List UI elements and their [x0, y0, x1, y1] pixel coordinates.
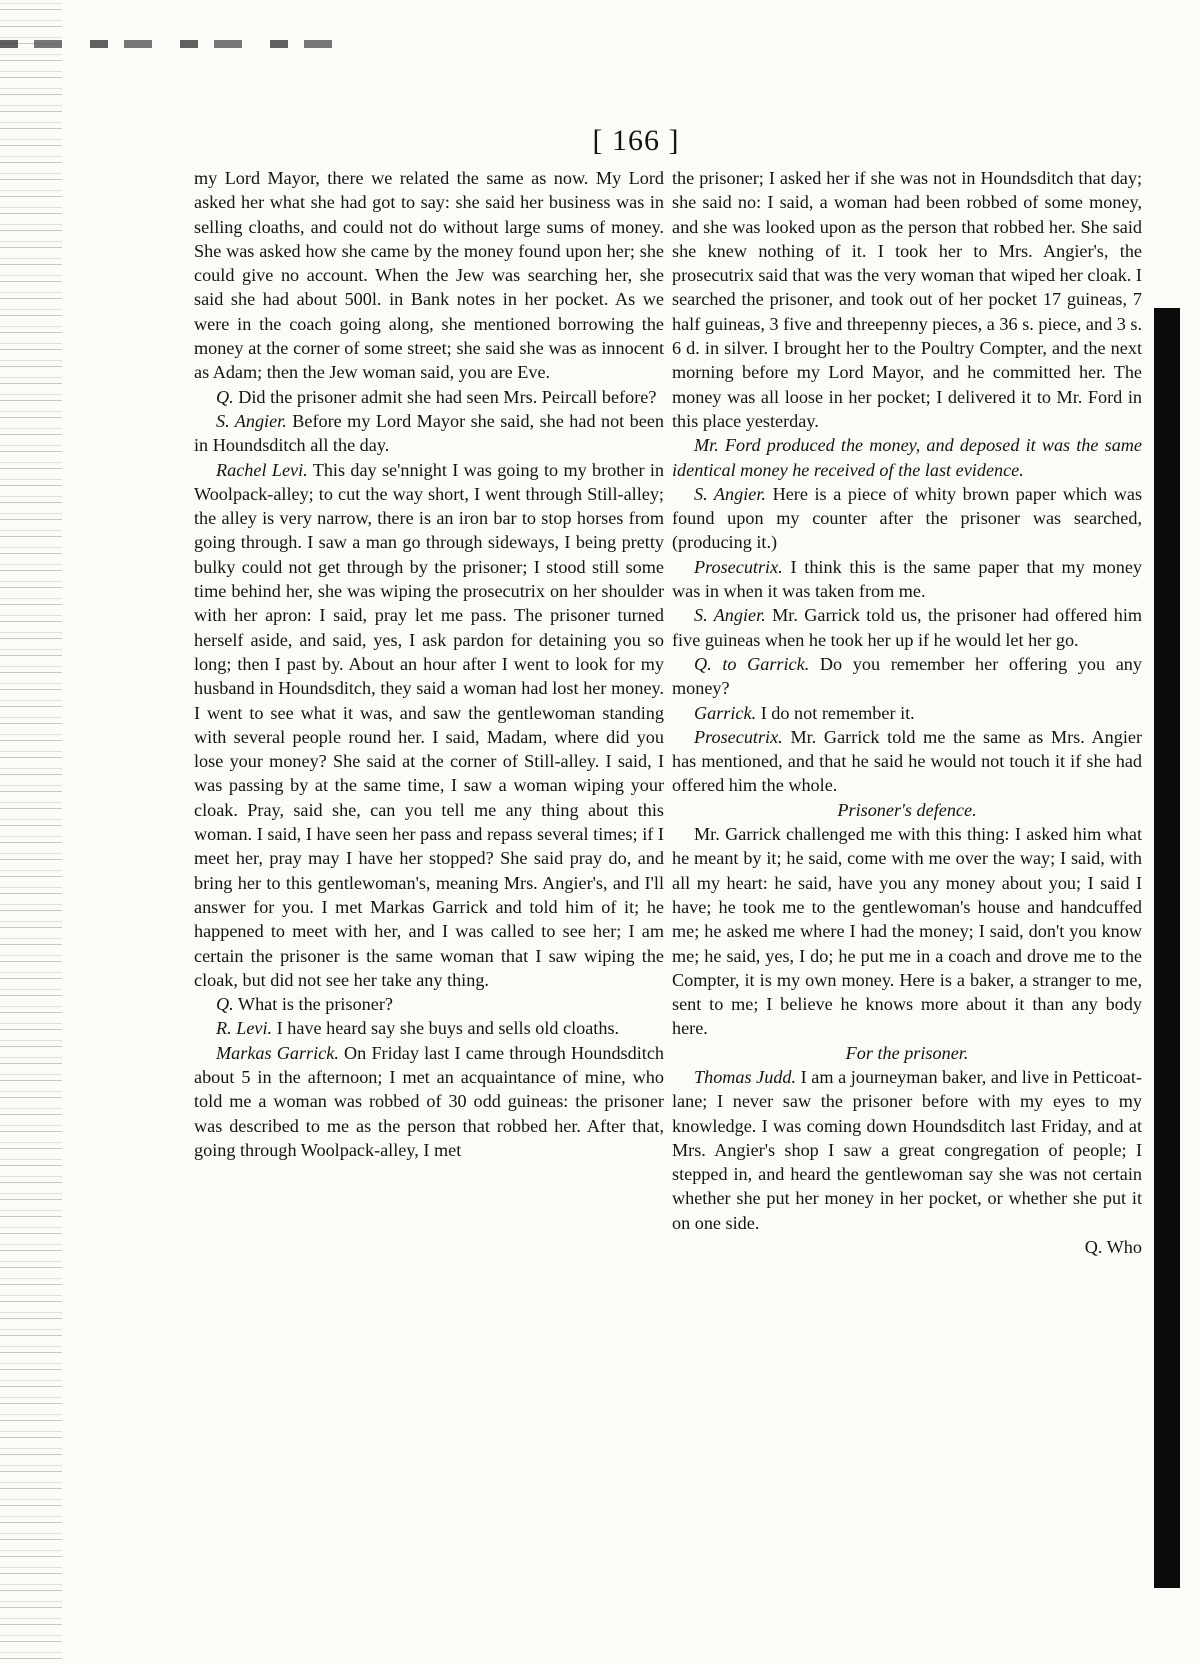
- speaker-label: S. Angier.: [694, 605, 766, 626]
- left-column: [194, 166, 664, 1162]
- paragraph: [194, 1016, 664, 1040]
- speaker-label: Markas Garrick.: [216, 1042, 339, 1063]
- paragraph-text: Here is a piece of whity brown paper which was found upon my counter after the prisoner was searched, (producing it.): [672, 483, 1143, 553]
- paragraph-text: On Friday last I came through Houndsditch about 5 in the afternoon; I met an acquaintance of mine, who told me a woman was robbed of 30 odd guineas: the prisoner was described to me as the person that robbed her. After that, going through Woolpack-alley, I met: [194, 1042, 664, 1160]
- paragraph: [672, 701, 1142, 725]
- page-number: [ 166 ]: [592, 124, 680, 157]
- paragraph: [672, 555, 1142, 604]
- speaker-label: Thomas Judd.: [694, 1066, 797, 1087]
- speaker-label: Rachel Levi.: [216, 459, 308, 480]
- speaker-label: Q.: [216, 386, 234, 407]
- paragraph: [672, 725, 1142, 798]
- speaker-label: Prosecutrix.: [694, 556, 783, 577]
- paragraph-text: This day se'nnight I was going to my brother in Woolpack-alley; to cut the way short, I went through Still-alley; the alley is very narrow, there is an iron bar to stop horses from going through. I saw a man go through sideways, I being pretty bulky could not get through by the prisoner; I stood still some time behind her, she was wiping the prosecutrix on her shoulder with her apron: I said, pray let me pass. The prisoner turned herself aside, and said, yes, I ask pardon for detaining you so long; then I past by. About an hour after I went to look for my husband in Houndsditch, they said a woman had lost her money. I went to see what it was, and saw the gentlewoman standing with several people round her. I said, Madam, where did you lose your money? She said at the corner of Still-alley. I said, I was passing by at the same time, I saw a woman wiping your cloak. Pray, said she, can you tell me any thing about this woman. I said, I have seen her pass and repass several times; if I meet her, pray may I have her stopped? She said pray do, and bring her to this gentlewoman's, meaning Mrs. Angier's, and I'll answer for you. I met Markas Garrick and told him of it; he happened to meet with her, and I was called to see her; I am certain the prisoner is the same woman that I saw wiping the cloak, but did not see her take any thing.: [194, 459, 665, 990]
- speaker-label: Prosecutrix.: [694, 726, 783, 747]
- speaker-label: S. Angier.: [216, 410, 287, 431]
- court-note: [672, 433, 1142, 482]
- paragraph: [672, 603, 1142, 652]
- scan-edge-left: [0, 0, 62, 1664]
- paragraph-text: I do not remember it.: [760, 702, 915, 723]
- paragraph-text: I have heard say she buys and sells old cloaths.: [276, 1018, 620, 1039]
- paragraph-text: What is the prisoner?: [237, 994, 393, 1015]
- paragraph: [672, 1065, 1142, 1235]
- paragraph-text: I think this is the same paper that my money was in when it was taken from me.: [672, 556, 1142, 602]
- paragraph-text: Mr. Garrick challenged me with this thing: I asked him what he meant by it; he said, come with me over the way; I said, with all my heart: he said, have you any money about you; I said I have; he took me to the gentlewoman's house and handcuffed me; he asked me where I had the money; I said, don't you know me; he said, yes, I do; he put me in a coach and drove me to the Compter, it is my own money. Here is a baker, a stranger to me, sent to me; I believe he knows more about it than any body here.: [672, 824, 1142, 1039]
- paragraph-text: Mr. Garrick told us, the prisoner had offered him five guineas when he took her up if he would let her go.: [672, 605, 1143, 650]
- paragraph: [194, 1041, 664, 1162]
- scan-bar-right: [1154, 308, 1180, 1588]
- paragraph-text: my Lord Mayor, there we related the same as now. My Lord asked her what she had got to say: she said her business was in selling cloaths, and could not do without large sums of money. She was asked how she came by the money found upon her; she could give no account. When the Jew was searching her, she said she had about 500l. in Bank notes in her pocket. As we were in the coach going along, she mentioned borrowing the money at the corner of some street; she said she was as innocent as Adam; then the Jew woman said, you are Eve.: [194, 168, 664, 383]
- paragraph-text: Do you remember her offering you any money?: [672, 653, 1142, 699]
- paragraph-text: the prisoner; I asked her if she was not in Houndsditch that day; she said no: I said, a woman had been robbed of some money, and she was looked upon as the person that robbed her. She said she knew nothing of it. I took her to Mrs. Angier's, the prosecutrix said that was the very woman that wiped her cloak. I searched the prisoner, and took out of her pocket 17 guineas, 7 half guineas, 3 five and threepenny pieces, a 36 s. piece, and 3 s. 6 d. in silver. I brought her to the Poultry Compter, and the next morning before my Lord Mayor, and he committed her. The money was all loose in her pocket; I delivered it to Mr. Ford in this place yesterday.: [672, 168, 1142, 431]
- right-column: [672, 166, 1142, 1259]
- section-heading: Prisoner's defence.: [837, 799, 977, 820]
- paragraph: [672, 652, 1142, 701]
- paragraph-text: I am a journeyman baker, and live in Petticoat-lane; I never saw the prisoner before with my eyes to my knowledge. I was coming down Houndsditch last Friday, and at Mrs. Angier's shop I saw a great congregation of people; I stepped in, and heard the gentlewoman say she was not certain whether she put her money in her pocket, or whether she put it on one side.: [672, 1066, 1142, 1233]
- paragraph: [194, 166, 664, 385]
- paragraph: [194, 385, 664, 409]
- paragraph: [194, 458, 664, 993]
- paragraph: [672, 822, 1142, 1041]
- paragraph-text: Mr. Garrick told me the same as Mrs. Angier has mentioned, and that he said he would not touch it if she had offered him the whole.: [672, 726, 1143, 796]
- paragraph: [672, 482, 1142, 555]
- paragraph: [194, 409, 664, 458]
- speaker-label: Garrick.: [694, 702, 757, 723]
- speaker-label: Q. to Garrick.: [694, 653, 810, 674]
- section-heading: For the prisoner.: [845, 1042, 969, 1063]
- paragraph: [194, 992, 664, 1016]
- paragraph-text: Before my Lord Mayor she said, she had not been in Houndsditch all the day.: [194, 410, 665, 456]
- catchword: Q. Who: [1084, 1237, 1142, 1258]
- speaker-label: Q.: [216, 994, 234, 1015]
- paragraph: [672, 166, 1142, 433]
- speaker-label: R. Levi.: [216, 1018, 273, 1039]
- scan-edge-top: [0, 40, 360, 48]
- paragraph-text: Mr. Ford produced the money, and deposed it was the same identical money he received of the last evidence.: [672, 435, 1142, 480]
- paragraph-text: Did the prisoner admit she had seen Mrs. Peircall before?: [238, 386, 657, 407]
- speaker-label: S. Angier.: [694, 483, 766, 504]
